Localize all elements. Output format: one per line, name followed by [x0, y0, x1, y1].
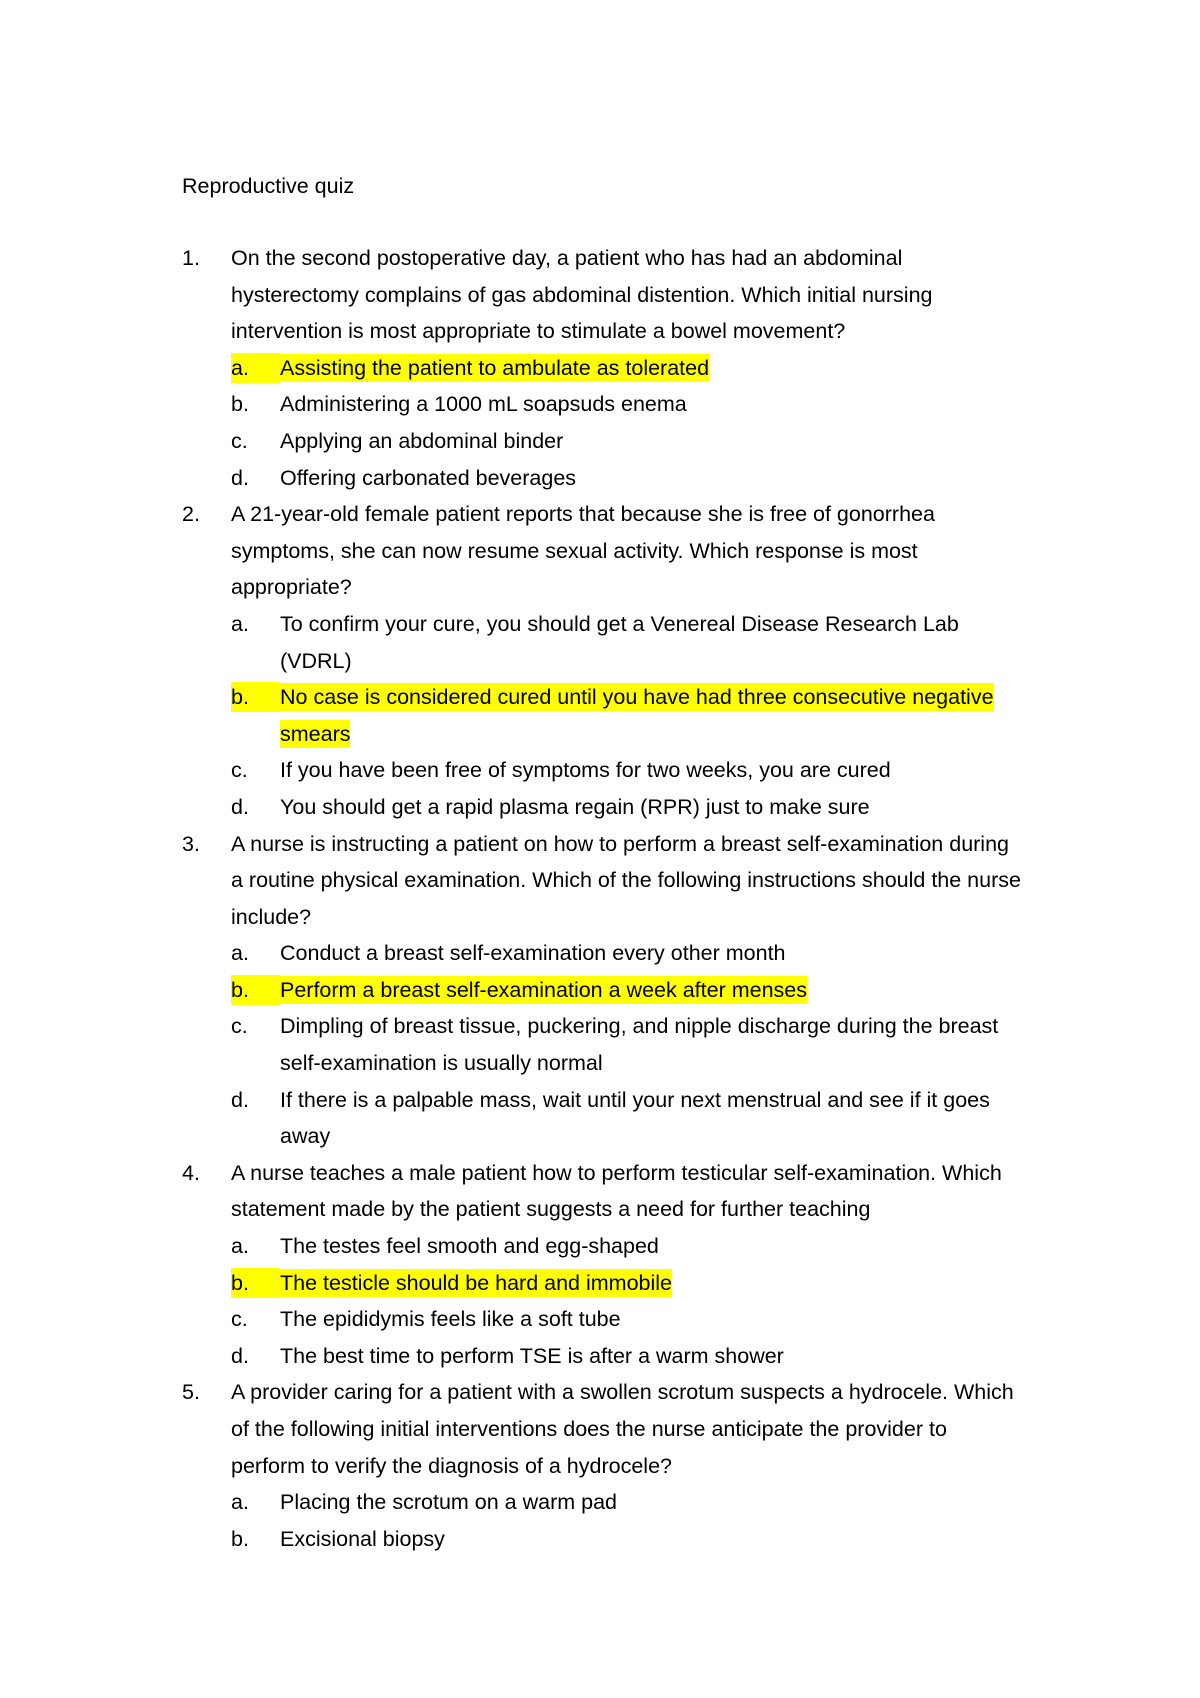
- option-letter: a.: [231, 1490, 249, 1515]
- option-text: The best time to perform TSE is after a warm shower: [280, 1343, 784, 1368]
- option-text: Dimpling of breast tissue, puckering, and nipple discharge during the breast self-examination is usually normal: [280, 1014, 999, 1076]
- option-letter: a.: [231, 353, 280, 383]
- option-letter: d.: [231, 794, 249, 819]
- option-text: If there is a palpable mass, wait until your next menstrual and see if it goes away: [280, 1087, 990, 1149]
- question-list: [182, 240, 1060, 1557]
- answer-option: [231, 423, 1060, 460]
- question-4: [182, 1155, 1060, 1228]
- question-2: [182, 496, 1060, 606]
- option-text-wrap: [280, 935, 1021, 972]
- option-text: The epididymis feels like a soft tube: [280, 1307, 621, 1332]
- answer-option: [231, 1008, 1060, 1081]
- option-text-wrap: [280, 1008, 1021, 1081]
- question-text: A provider caring for a patient with a swollen scrotum suspects a hydrocele. Which of the following initial interventions does the nurse anticipate the provider to perform to verify the diagnosis of a hydrocele?: [231, 1380, 1014, 1478]
- option-letter: b.: [231, 682, 280, 712]
- option-text-wrap: [280, 752, 1021, 789]
- option-text: Assisting the patient to ambulate as tolerated: [280, 355, 710, 380]
- option-text: To confirm your cure, you should get a Venereal Disease Research Lab (VDRL): [280, 611, 959, 673]
- option-text: If you have been free of symptoms for two weeks, you are cured: [280, 758, 891, 783]
- option-text-wrap: [280, 1228, 1021, 1265]
- option-text-wrap: [280, 972, 1021, 1009]
- option-text: Offering carbonated beverages: [280, 465, 577, 490]
- option-text-wrap: [280, 386, 1021, 423]
- question-number: 3.: [182, 831, 200, 856]
- option-text: Placing the scrotum on a warm pad: [280, 1490, 617, 1515]
- option-text: You should get a rapid plasma regain (RPR) just to make sure: [280, 794, 870, 819]
- option-letter: c.: [231, 428, 248, 453]
- question-5: [182, 1374, 1060, 1484]
- option-text-wrap: [280, 1301, 1021, 1338]
- option-text: Administering a 1000 mL soapsuds enema: [280, 392, 687, 417]
- option-text-wrap: [280, 1521, 1021, 1558]
- option-text-wrap: [280, 606, 1021, 679]
- option-text-wrap: [280, 1484, 1021, 1521]
- option-letter: d.: [231, 465, 249, 490]
- option-text: Perform a breast self-examination a week after menses: [280, 977, 807, 1002]
- option-text-wrap: [280, 423, 1021, 460]
- option-text-wrap: [280, 350, 1021, 387]
- answer-option: [231, 1521, 1060, 1558]
- option-text: Conduct a breast self-examination every other month: [280, 941, 786, 966]
- option-letter: b.: [231, 975, 280, 1005]
- question-text: A 21-year-old female patient reports that because she is free of gonorrhea symptoms, she can now resume sexual activity. Which response is most appropriate?: [231, 502, 935, 600]
- option-letter: b.: [231, 392, 249, 417]
- option-text: Applying an abdominal binder: [280, 428, 564, 453]
- answer-option: [231, 1484, 1060, 1521]
- option-text-wrap: [280, 1338, 1021, 1375]
- option-text: The testicle should be hard and immobile: [280, 1270, 672, 1295]
- option-text-wrap: [280, 1265, 1021, 1302]
- option-letter: c.: [231, 758, 248, 783]
- question-text: On the second postoperative day, a patient who has had an abdominal hysterectomy complains of gas abdominal distention. Which initial nursing intervention is most appropriate to stimulate a bowel movement?: [231, 246, 933, 344]
- option-text: Excisional biopsy: [280, 1526, 445, 1551]
- option-text: The testes feel smooth and egg-shaped: [280, 1234, 659, 1259]
- option-letter: d.: [231, 1343, 249, 1368]
- answer-option: [231, 606, 1060, 679]
- answer-option: [231, 386, 1060, 423]
- option-text: No case is considered cured until you have had three consecutive negative smears: [280, 685, 994, 746]
- question-text: A nurse teaches a male patient how to perform testicular self-examination. Which statement made by the patient suggests a need for further teaching: [231, 1160, 1002, 1222]
- option-text-wrap: [280, 460, 1021, 497]
- question-number: 2.: [182, 502, 200, 527]
- option-letter: b.: [231, 1526, 249, 1551]
- question-3: [182, 826, 1060, 936]
- question-number: 5.: [182, 1380, 200, 1405]
- answer-option: [231, 1301, 1060, 1338]
- option-letter: a.: [231, 941, 249, 966]
- answer-option: [231, 935, 1060, 972]
- option-letter: d.: [231, 1087, 249, 1112]
- answer-option: [231, 789, 1060, 826]
- option-text-wrap: [280, 679, 1021, 752]
- option-letter: a.: [231, 611, 249, 636]
- question-1: [182, 240, 1060, 350]
- answer-option-highlighted: [231, 350, 1060, 387]
- option-letter: c.: [231, 1307, 248, 1332]
- answer-option: [231, 460, 1060, 497]
- answer-option-highlighted: [231, 1265, 1060, 1302]
- answer-option: [231, 752, 1060, 789]
- answer-option-highlighted: [231, 972, 1060, 1009]
- question-number: 1.: [182, 246, 200, 270]
- answer-option: [231, 1338, 1060, 1375]
- document-title: Reproductive quiz: [182, 174, 355, 198]
- option-letter: c.: [231, 1014, 248, 1039]
- question-text: A nurse is instructing a patient on how to perform a breast self-examination during a routine physical examination. Which of the following instructions should the nurse include?: [231, 831, 1021, 929]
- option-text-wrap: [280, 1082, 1021, 1155]
- option-text-wrap: [280, 789, 1021, 826]
- answer-option: [231, 1228, 1060, 1265]
- answer-option: [231, 1082, 1060, 1155]
- question-number: 4.: [182, 1160, 200, 1185]
- option-letter: a.: [231, 1234, 249, 1259]
- answer-option-highlighted: [231, 679, 1060, 752]
- option-letter: b.: [231, 1268, 280, 1298]
